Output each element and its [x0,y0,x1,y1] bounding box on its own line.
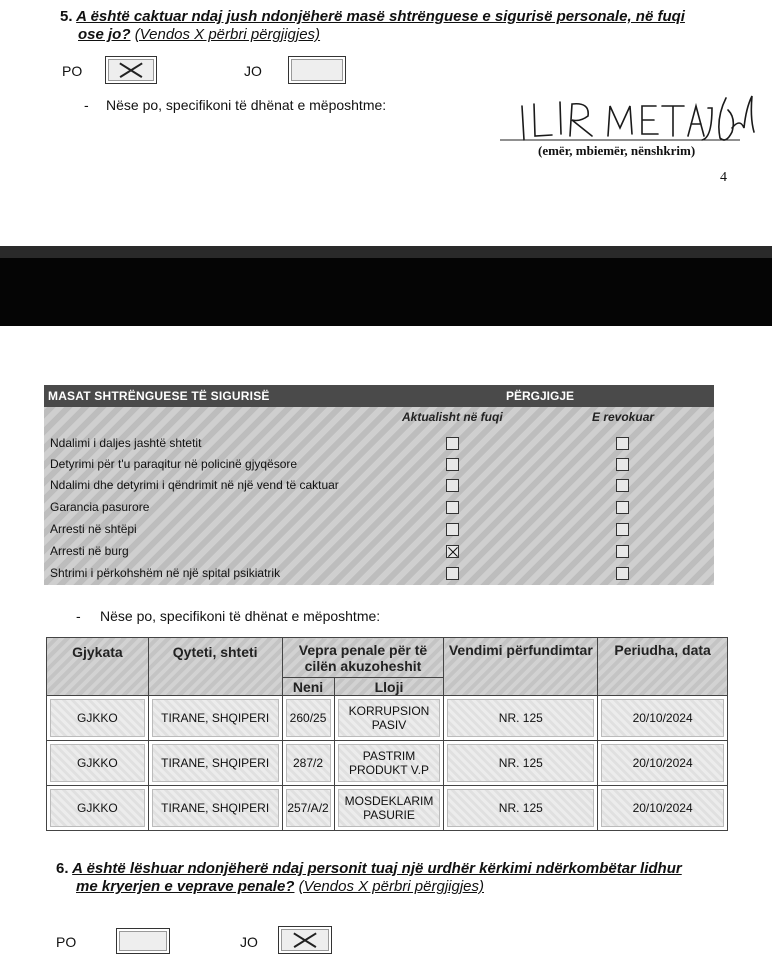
yes-label: PO [56,934,77,950]
measures-header [44,385,714,407]
cell-type: KORRUPSION PASIV [338,699,441,737]
measure-row [44,433,714,454]
cell-court: GJKKO [50,744,145,782]
header-period: Periudha, data [598,638,728,696]
measure-row [44,475,714,496]
bullet-dash: - [76,608,81,624]
cell-city: TIRANE, SHQIPERI [152,699,279,737]
question-text: A është lëshuar ndonjëherë ndaj personit tuaj një urdhër kërkimi ndërkombëtar lidhur [72,860,682,877]
cell-period: 20/10/2024 [601,789,724,827]
cell-article: 287/2 [286,744,331,782]
handwritten-signature [500,88,760,148]
measure-row [44,563,714,584]
table-row [47,786,728,831]
measure-label: Ndalimi dhe detyrimi i qëndrimit në një vend të caktuar [50,478,339,492]
measure-row [44,541,714,562]
header-offense: Vepra penale për të cilën akuzoheshit [282,638,444,678]
table-row [47,741,728,786]
measure-label: Shtrimi i përkohshëm në një spital psikiatrik [50,566,281,580]
measure-label: Arresti në burg [50,544,129,558]
signature-caption: (emër, mbiemër, nënshkrim) [538,143,696,158]
cell-decision: NR. 125 [447,699,594,737]
measure-label: Arresti në shtëpi [50,522,137,536]
current-checkbox[interactable] [446,479,459,492]
cell-court: GJKKO [50,789,145,827]
question-5 [60,8,760,44]
table-row [47,696,728,741]
measure-label: Garancia pasurore [50,500,150,514]
header-decision: Vendimi përfundimtar [444,638,598,696]
col-current-label: Aktualisht në fuqi [402,410,503,424]
page-edge-band [0,246,772,258]
yes-label: PO [62,63,83,79]
question-text-continued: me kryerjen e veprave penale? [76,878,295,895]
revoked-checkbox[interactable] [616,523,629,536]
no-label: JO [240,934,258,950]
question-text: A është caktuar ndaj jush ndonjëherë masë shtrënguese e sigurisë personale, në fuqi [76,8,685,25]
specify-note: Nëse po, specifikoni të dhënat e mëposhtme: [106,97,387,113]
cell-type: PASTRIM PRODUKT V.P [338,744,441,782]
question-number: 6. [56,860,69,877]
bullet-dash: - [84,97,89,113]
no-checkbox[interactable] [288,56,346,84]
measure-label: Detyrimi për t'u paraqitur në policinë gjyqësore [50,457,298,471]
revoked-checkbox[interactable] [616,567,629,580]
specify-note: Nëse po, specifikoni të dhënat e mëposhtme: [100,608,381,624]
security-measures-table [44,385,714,585]
current-checkbox[interactable] [446,458,459,471]
yes-checkbox[interactable] [105,56,157,84]
cell-decision: NR. 125 [447,789,594,827]
cell-article: 257/A/2 [286,789,331,827]
no-checkbox[interactable] [278,926,332,954]
measure-label: Ndalimi i daljes jashtë shtetit [50,436,202,450]
revoked-checkbox[interactable] [616,501,629,514]
cell-article: 260/25 [286,699,331,737]
current-checkbox[interactable] [446,523,459,536]
header-article: Neni [282,678,334,696]
measures-header-response: PËRGJIGJE [506,389,575,403]
cell-city: TIRANE, SHQIPERI [152,744,279,782]
header-court: Gjykata [47,638,149,696]
page-number: 4 [720,170,727,185]
cell-decision: NR. 125 [447,744,594,782]
measure-row [44,454,714,475]
revoked-checkbox[interactable] [616,545,629,558]
measure-row [44,519,714,540]
cell-period: 20/10/2024 [601,699,724,737]
question-hint: (Vendos X përbri përgjigjes) [134,26,321,43]
header-city: Qyteti, shteti [148,638,282,696]
question-text-continued: ose jo? [78,26,131,43]
revoked-checkbox[interactable] [616,437,629,450]
current-checkbox[interactable] [446,501,459,514]
cell-court: GJKKO [50,699,145,737]
current-checkbox[interactable] [446,545,459,558]
question-6 [56,860,766,896]
current-checkbox[interactable] [446,567,459,580]
header-type: Lloji [334,678,444,696]
cell-type: MOSDEKLARIM PASURIE [338,789,441,827]
measure-row [44,497,714,518]
yes-checkbox[interactable] [116,928,170,954]
revoked-checkbox[interactable] [616,458,629,471]
revoked-checkbox[interactable] [616,479,629,492]
measures-header-title: MASAT SHTRËNGUESE TË SIGURISË [48,389,270,403]
question-number: 5. [60,8,73,25]
current-checkbox[interactable] [446,437,459,450]
col-revoked-label: E revokuar [592,410,655,424]
question-hint: (Vendos X përbri përgjigjes) [298,878,485,895]
cases-table [46,637,728,831]
no-label: JO [244,63,262,79]
cell-city: TIRANE, SHQIPERI [152,789,279,827]
redaction-band [0,258,772,326]
cell-period: 20/10/2024 [601,744,724,782]
